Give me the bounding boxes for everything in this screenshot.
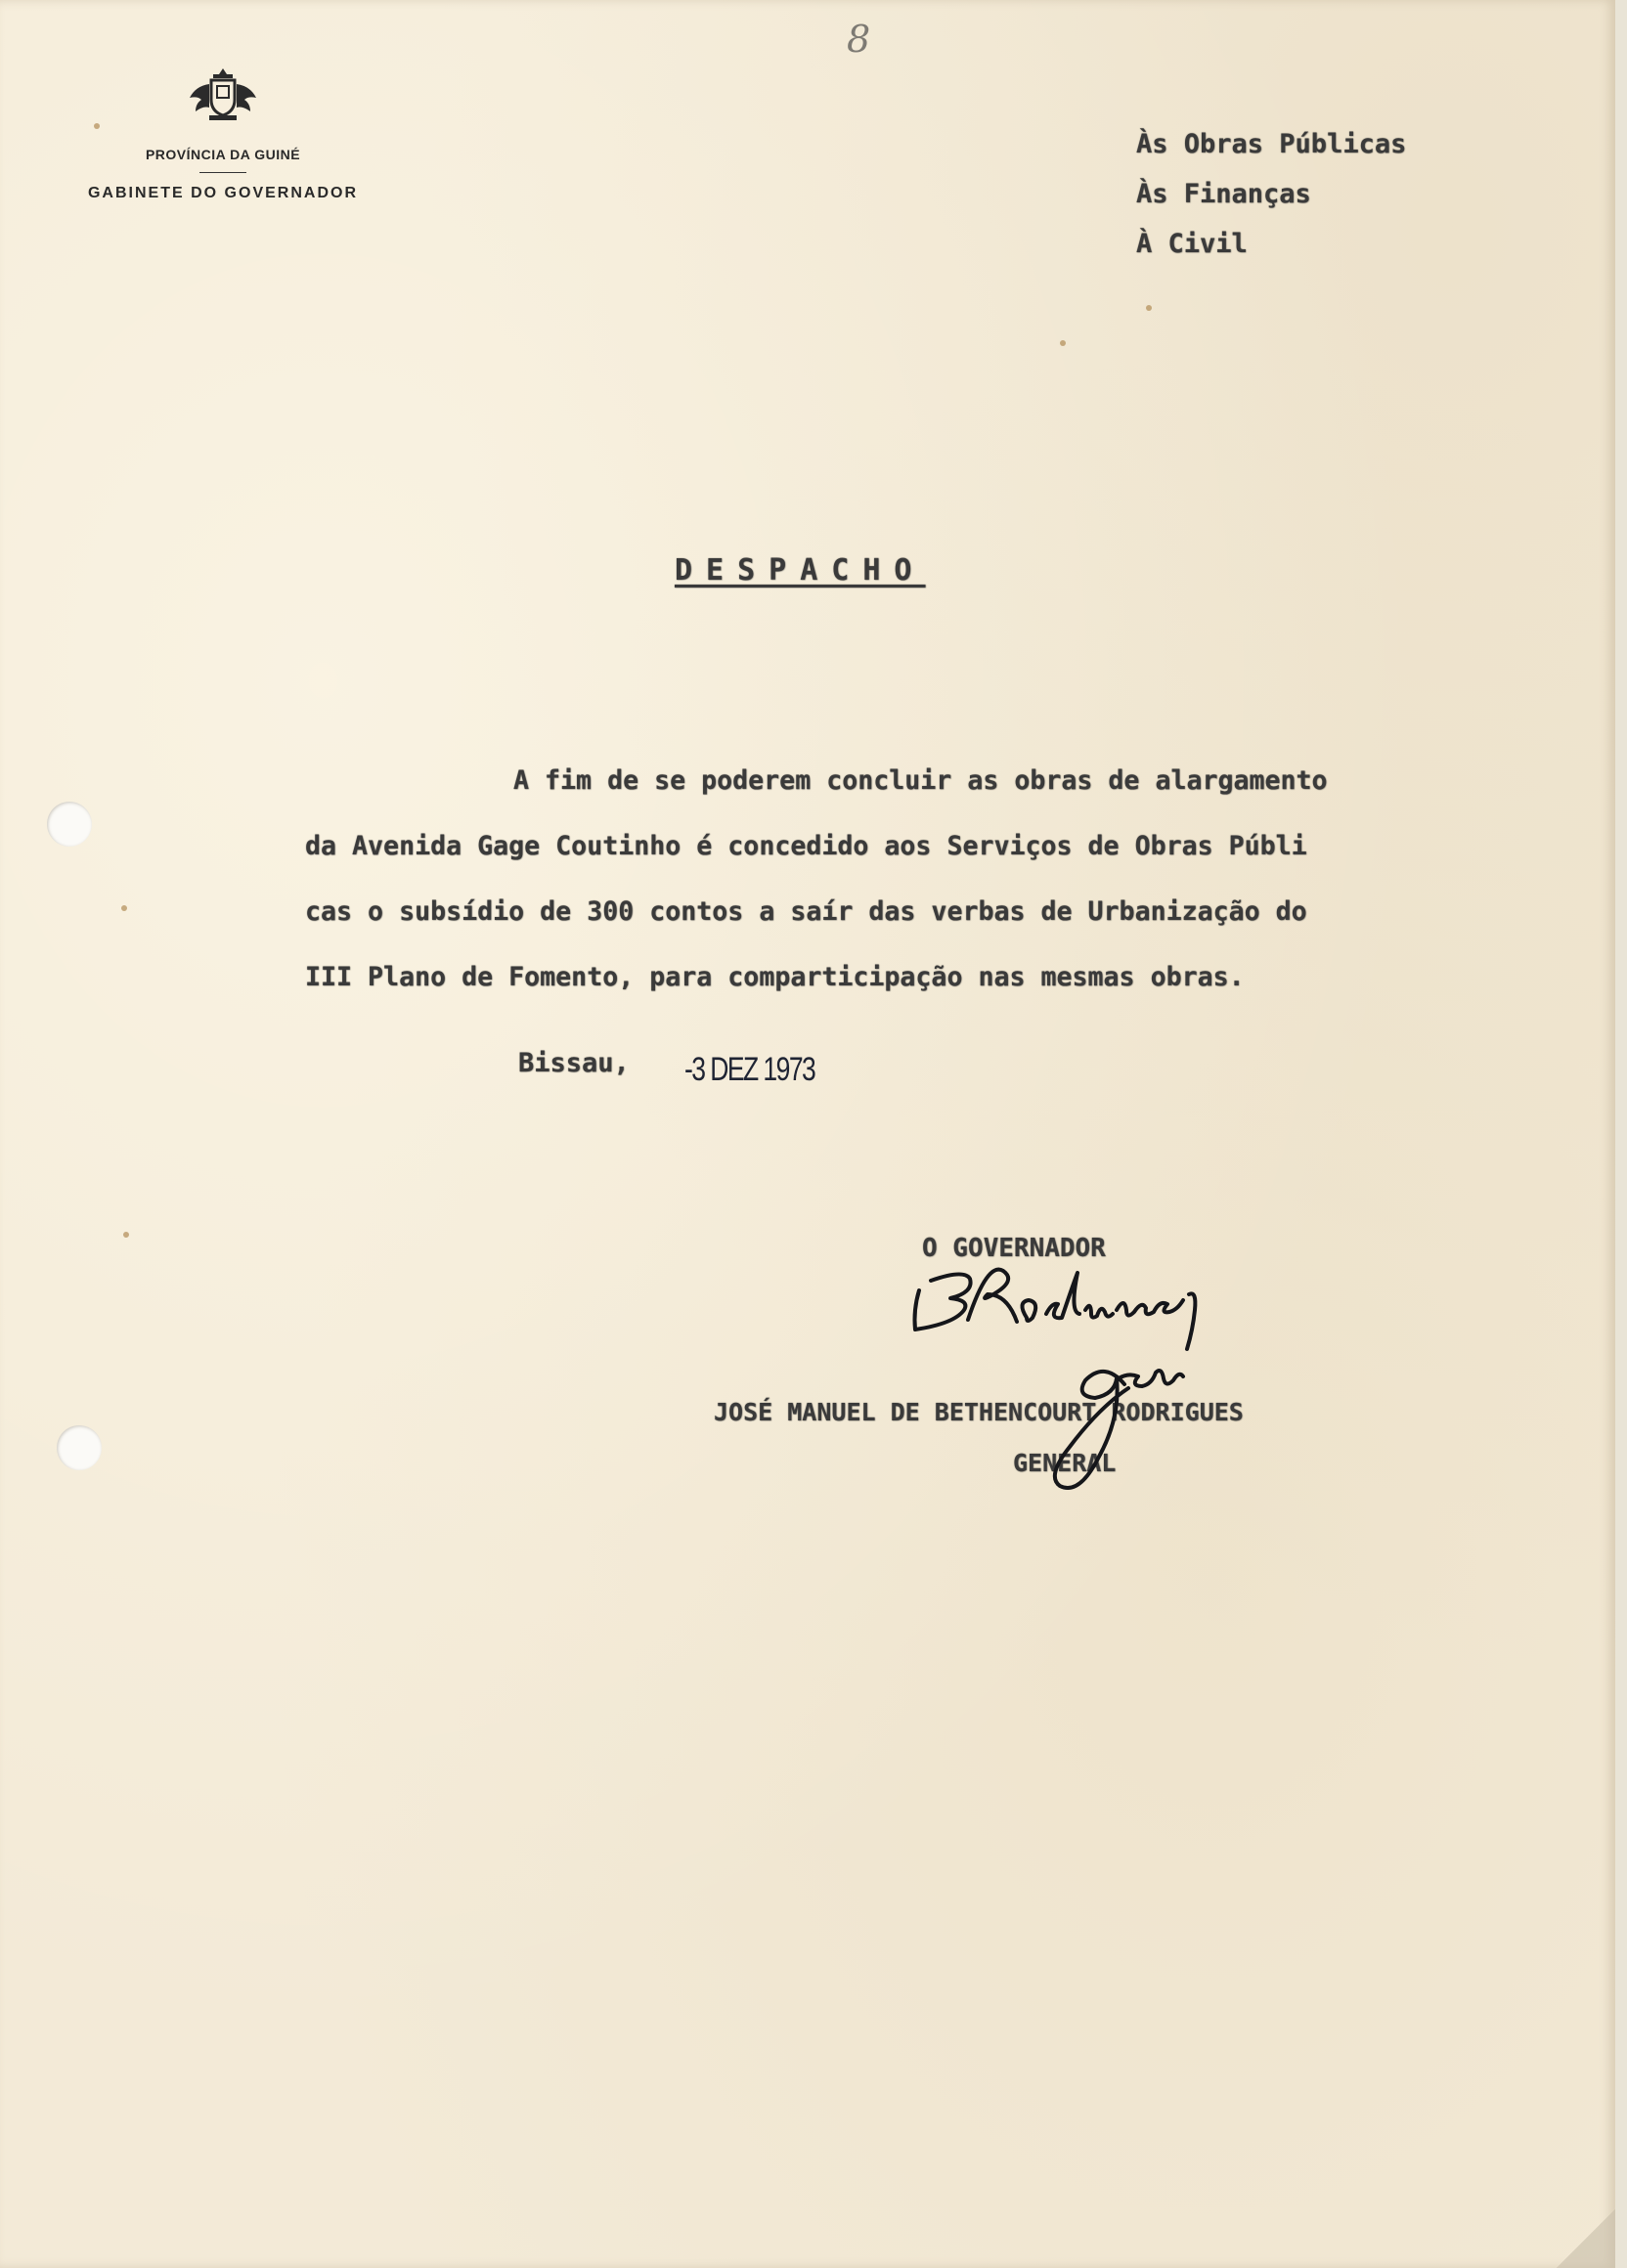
signatory-rank: GENERAL: [1013, 1449, 1117, 1477]
recipient-line: Às Obras Públicas: [1136, 129, 1407, 159]
letterhead-divider: [199, 172, 246, 173]
recipients-list: [1136, 119, 1406, 269]
punch-hole: [47, 802, 92, 847]
ink-speck: [1060, 340, 1066, 346]
punch-hole: [57, 1425, 102, 1470]
body-line: A fim de se poderem concluir as obras de alargamento: [513, 765, 1328, 796]
province-name: PROVÍNCIA DA GUINÉ: [145, 147, 301, 162]
ink-speck: [1146, 305, 1152, 311]
ink-speck: [121, 905, 127, 911]
coat-of-arms-icon: [184, 65, 262, 127]
page-corner: [1557, 2209, 1615, 2268]
recipient-line: Às Finanças: [1136, 179, 1311, 209]
body-line: da Avenida Gage Coutinho é concedido aos Serviços de Obras Públi: [305, 831, 1307, 861]
signatory-name: JOSÉ MANUEL DE BETHENCOURT RODRIGUES: [714, 1398, 1244, 1426]
body-line: cas o subsídio de 300 contos a saír das verbas de Urbanização do: [305, 896, 1307, 927]
document-place: Bissau,: [518, 1048, 630, 1078]
cabinet-name: GABINETE DO GOVERNADOR: [87, 185, 358, 201]
document-title: DESPACHO: [675, 553, 926, 588]
page-number-annotation: 8: [847, 18, 871, 61]
document-body: [305, 748, 1439, 1010]
date-stamp: -3 DEZ 1973: [684, 1051, 815, 1088]
ink-speck: [94, 123, 100, 129]
ink-speck: [123, 1232, 129, 1238]
body-line: III Plano de Fomento, para comparticipação nas mesmas obras.: [305, 962, 1245, 992]
recipient-line: À Civil: [1136, 229, 1248, 259]
letterhead: [76, 65, 370, 202]
handwritten-signature: [900, 1251, 1310, 1545]
signatory-title: O GOVERNADOR: [922, 1234, 1106, 1263]
